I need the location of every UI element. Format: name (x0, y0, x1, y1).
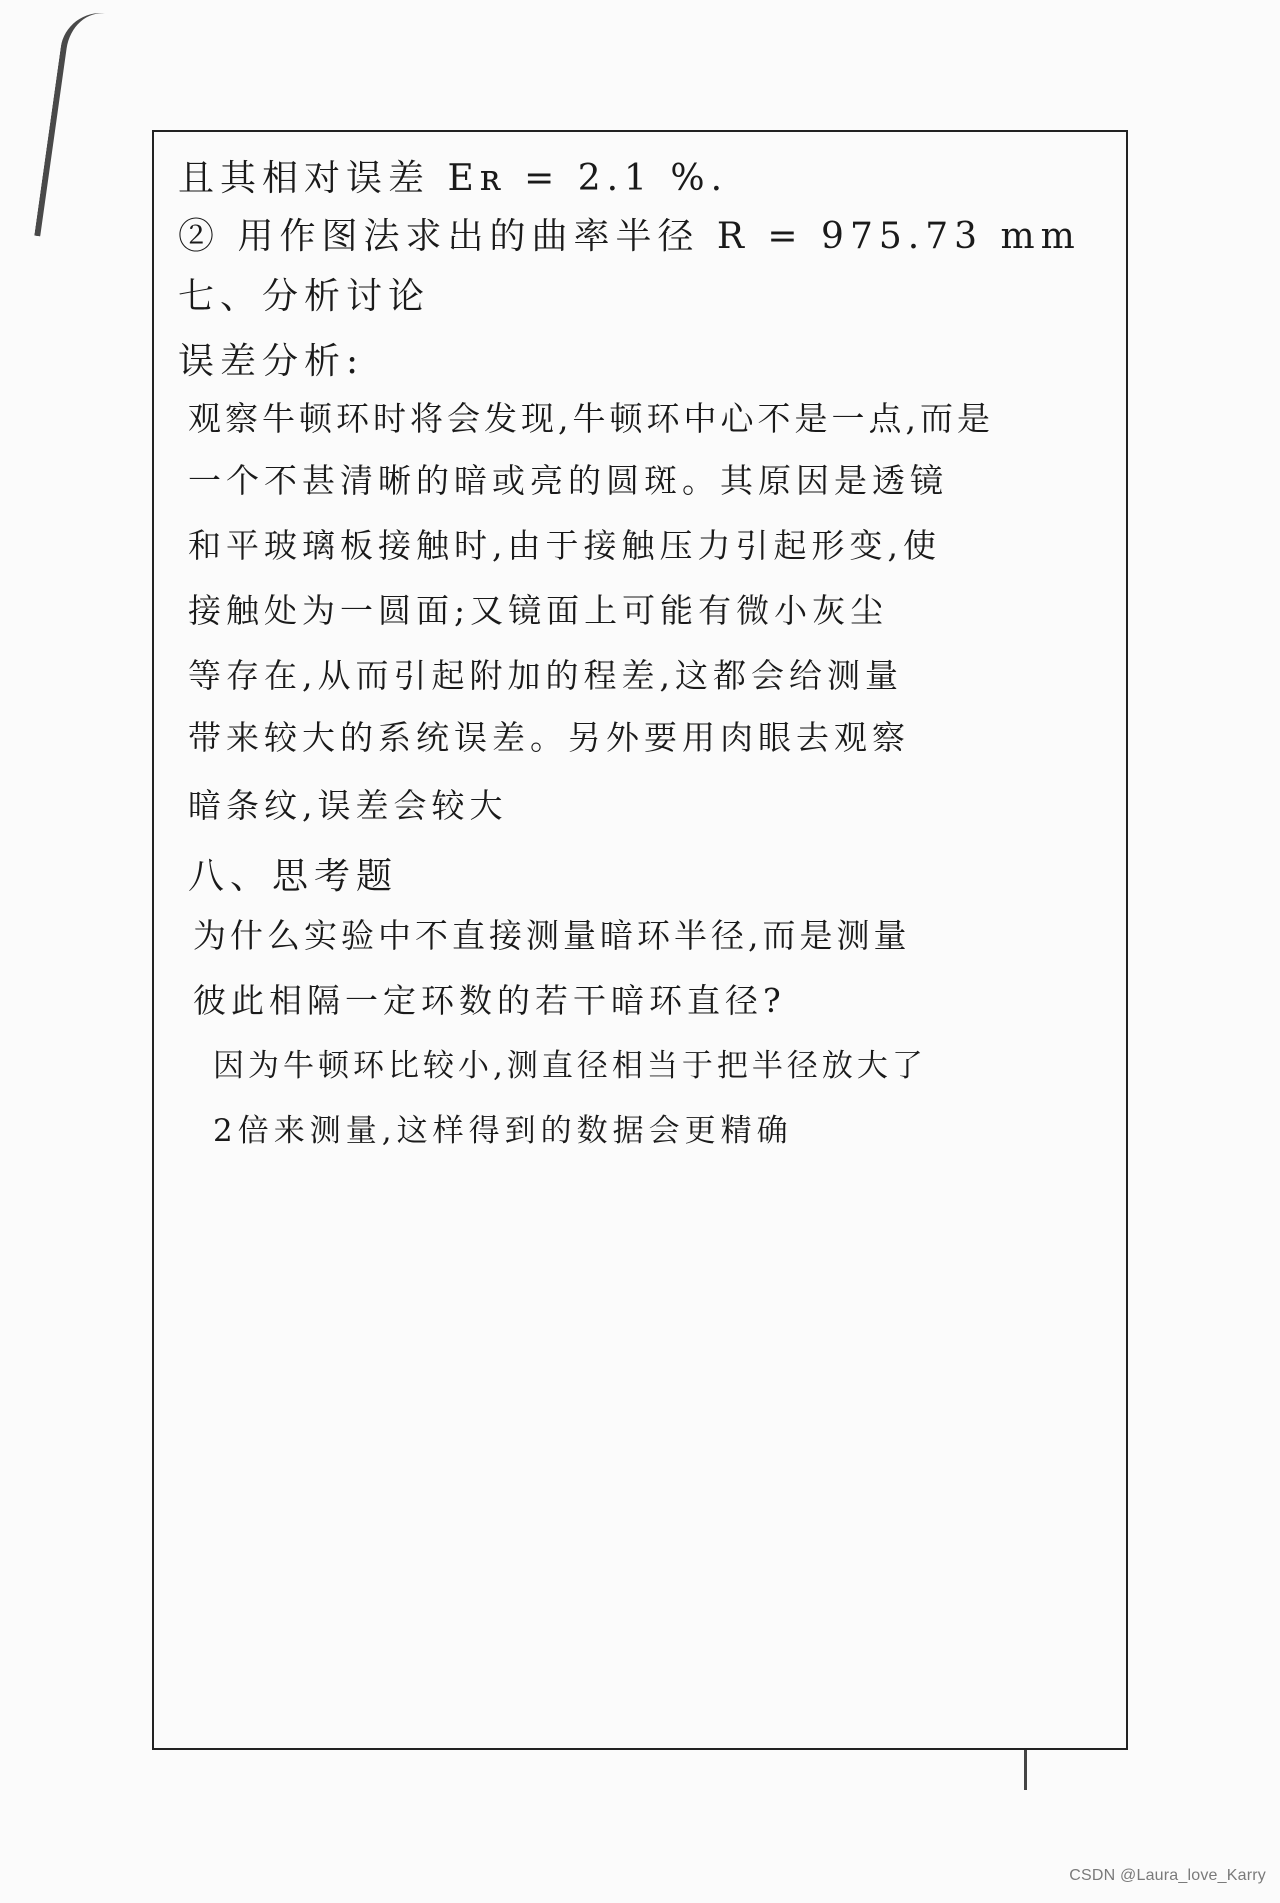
section-heading-analysis: 七、分析讨论 (178, 276, 431, 317)
subheading-error-analysis: 误差分析: (178, 341, 365, 382)
watermark: CSDN @Laura_love_Karry (1069, 1867, 1266, 1884)
text-line-2: ② 用作图法求出的曲率半径 R = 975.73 mm (178, 216, 1081, 257)
text-line-10: 带来较大的系统误差。另外要用肉眼去观察 (188, 718, 910, 757)
answer-line-2: 2倍来测量,这样得到的数据会更精确 (213, 1113, 793, 1149)
text-line-7: 和平玻璃板接触时,由于接触压力引起形变,使 (188, 526, 941, 565)
text-line-9: 等存在,从而引起附加的程差,这都会给测量 (188, 656, 903, 695)
text-line-5: 观察牛顿环时将会发现,牛顿环中心不是一点,而是 (188, 399, 994, 438)
text-line-8: 接触处为一圆面;又镜面上可能有微小灰尘 (188, 591, 889, 630)
text-line-1: 且其相对误差 Eʀ = 2.1 %. (178, 158, 729, 199)
page-edge-shadow (34, 8, 112, 242)
question-line-2: 彼此相隔一定环数的若干暗环直径? (193, 981, 786, 1020)
page-tick-mark (1024, 1750, 1027, 1790)
answer-line-1: 因为牛顿环比较小,测直径相当于把半径放大了 (213, 1048, 927, 1084)
text-line-11: 暗条纹,误差会较大 (188, 786, 508, 825)
question-line-1: 为什么实验中不直接测量暗环半径,而是测量 (193, 916, 911, 955)
text-line-6: 一个不甚清晰的暗或亮的圆斑。其原因是透镜 (188, 461, 948, 500)
section-heading-questions: 八、思考题 (188, 856, 399, 897)
